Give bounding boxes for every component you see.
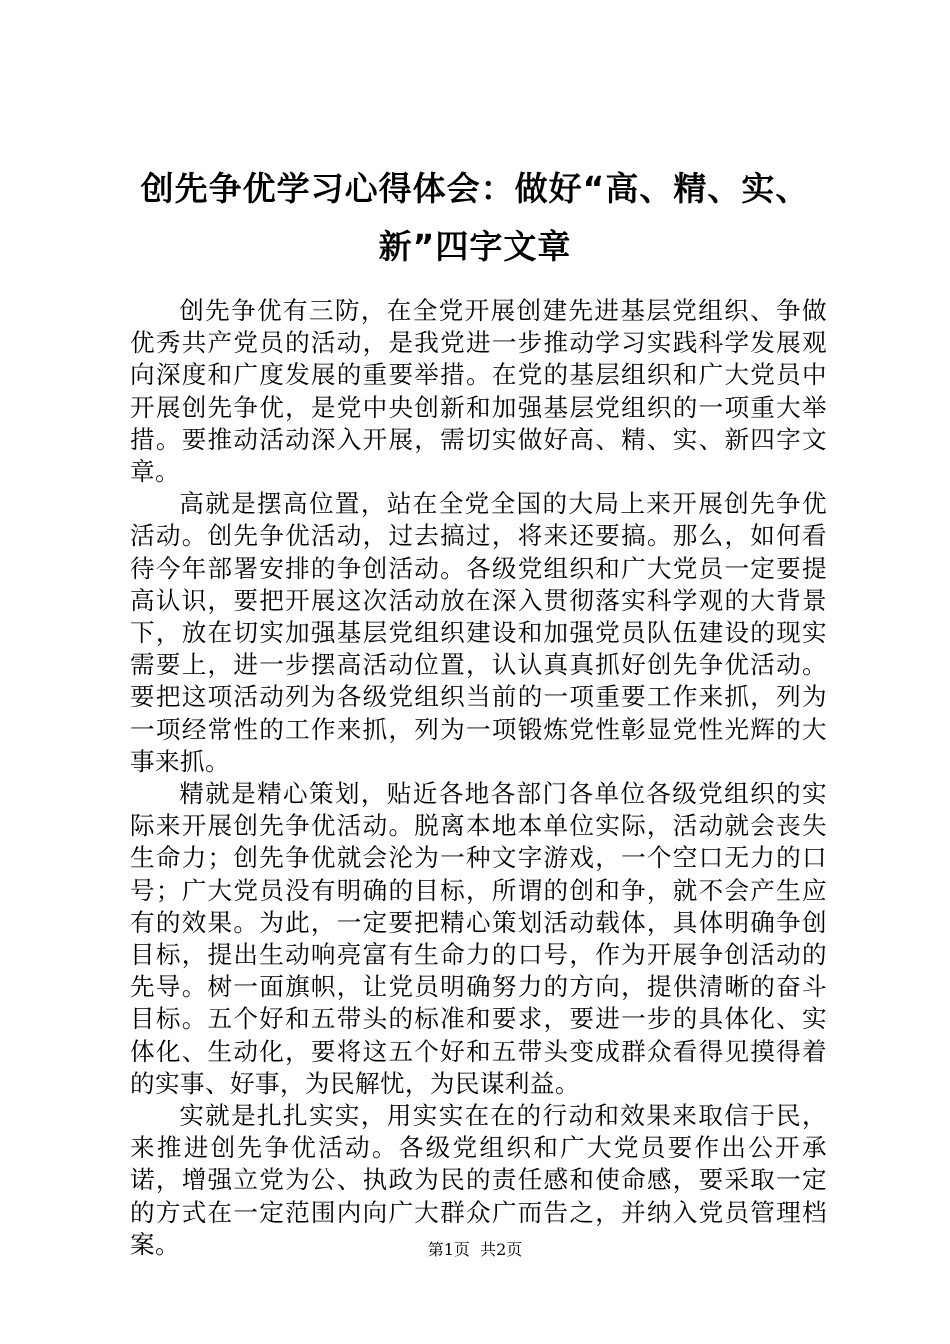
- footer-spacer: [470, 1240, 480, 1259]
- paragraph-intro: 创先争优有三防，在全党开展创建先进基层党组织、争做优秀共产党员的活动，是我党进一步推动学习实践科学发展观向深度和广度发展的重要举措。在党的基层组织和广大党员中开展创先争优，是党中央创新和加强基层党组织的一项重大举措。要推动活动深入开展，需切实做好高、精、实、新四字文章。: [130, 296, 827, 487]
- document-body: [130, 295, 827, 1261]
- paragraph-gao: 高就是摆高位置，站在全党全国的大局上来开展创先争优活动。创先争优活动，过去搞过，将来还要搞。那么，如何看待今年部署安排的争创活动。各级党组织和广大党员一定要提高认识，要把开展这次活动放在深入贯彻落实科学观的大背景下，放在切实加强基层党组织建设和加强党员队伍建设的现实需要上，进一步摆高活动位置，认认真真抓好创先争优活动。要把这项活动列为各级党组织当前的一项重要工作来抓，列为一项经常性的工作来抓，列为一项锻炼党性彰显党性光辉的大事来抓。: [130, 489, 827, 776]
- page-number-total: 共2页: [480, 1240, 523, 1259]
- paragraph-shi: 实就是扎扎实实，用实实在在的行动和效果来取信于民，来推进创先争优活动。各级党组织和广大党员要作出公开承诺，增强立党为公、执政为民的责任感和使命感，要采取一定的方式在一定范围内向广大群众广而告之，并纳入党员管理档案。: [130, 1101, 827, 1259]
- document-title: 创先争优学习心得体会：做好“高、精、实、新”四字文章: [140, 169, 810, 266]
- page-footer: [0, 1240, 950, 1260]
- paragraph-jing: 精就是精心策划，贴近各地各部门各单位各级党组织的实际来开展创先争优活动。脱离本地本单位实际，活动就会丧失生命力；创先争优就会沦为一种文字游戏，一个空口无力的口号；广大党员没有明确的目标，所谓的创和争，就不会产生应有的效果。为此，一定要把精心策划活动载体，具体明确争创目标，提出生动响亮富有生命力的口号，作为开展争创活动的先导。树一面旗帜，让党员明确努力的方向，提供清晰的奋斗目标。五个好和五带头的标准和要求，要进一步的具体化、实体化、生动化，要将这五个好和五带头变成群众看得见摸得着的实事、好事，为民解忧，为民谋利益。: [130, 779, 827, 1098]
- page-number-current: 第1页: [427, 1240, 470, 1259]
